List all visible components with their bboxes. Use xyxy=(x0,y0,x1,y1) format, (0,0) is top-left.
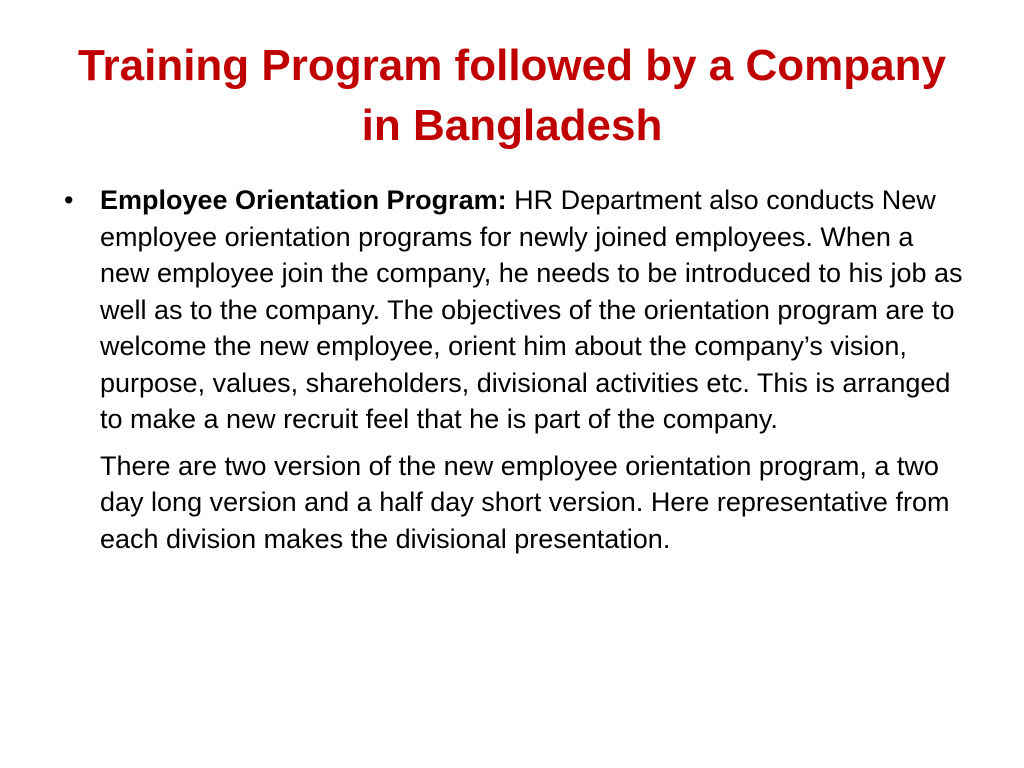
bullet-term: Employee Orientation Program: xyxy=(100,185,507,215)
slide-title: Training Program followed by a Company in Bangladesh xyxy=(78,41,946,150)
continuation-paragraph: There are two version of the new employee orientation program, a two day long version and a half day short version. Here representative from each division makes the divisional presentation. xyxy=(100,450,950,554)
bullet-text: HR Department also conducts New employee orientation programs for newly joined employees. When a new employee join the company, he needs to be introduced to his job as well as to the company. The objectives of the orientation program are to welcome the new employee, orient him about the company’s vision, purpose, values, shareholders, divisional activities etc. This is arranged to make a new recruit feel that he is part of the company. xyxy=(100,185,963,434)
bullet-icon: • xyxy=(64,185,74,215)
bullet-item xyxy=(56,182,968,438)
slide-body xyxy=(56,182,968,557)
